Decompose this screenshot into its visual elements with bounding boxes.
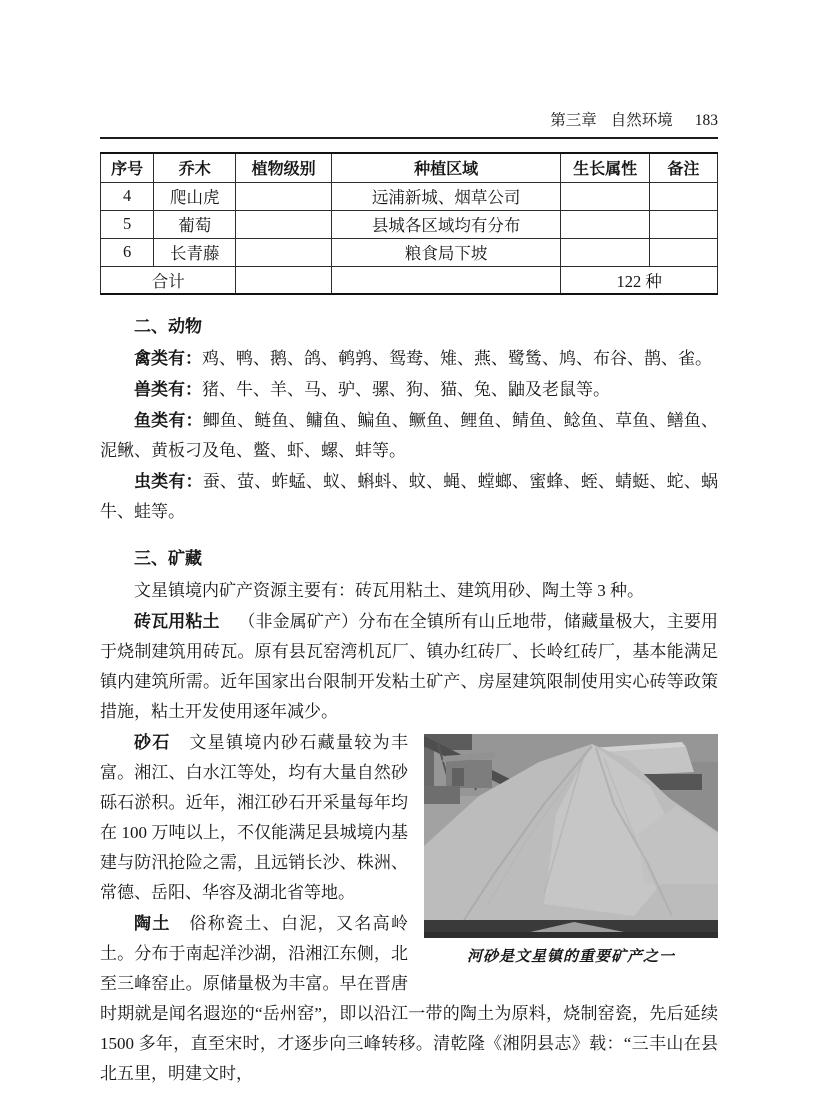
cell-area: 粮食局下坡 — [331, 238, 561, 266]
col-header-tree: 乔木 — [154, 153, 236, 182]
col-header-area: 种植区域 — [331, 153, 561, 182]
cell-note — [649, 182, 717, 210]
fowl-lead: 禽类有： — [134, 349, 202, 368]
minerals-intro-paragraph: 文星镇境内矿产资源主要有：砖瓦用粘土、建筑用砂、陶土等 3 种。 — [134, 581, 644, 600]
table-total-row — [101, 266, 718, 294]
table-row — [101, 182, 718, 210]
beast-paragraph — [100, 375, 718, 405]
clay-paragraph — [100, 607, 718, 727]
clay-lead: 砖瓦用粘土 — [134, 612, 220, 631]
section-name: 自然环境 — [610, 112, 673, 129]
col-header-no: 序号 — [101, 153, 154, 182]
page-number: 183 — [694, 112, 718, 129]
total-label: 合计 — [101, 266, 236, 294]
total-blank-level — [236, 266, 331, 294]
plants-table — [100, 152, 718, 295]
table-header-row — [101, 153, 718, 182]
cell-no: 4 — [101, 182, 154, 210]
fish-paragraph — [100, 406, 718, 466]
total-blank-area — [331, 266, 561, 294]
insect-paragraph — [100, 467, 718, 527]
running-head — [100, 108, 718, 139]
cell-tree: 长青藤 — [154, 238, 236, 266]
pottery-text: 俗称瓷土、白泥，又名高岭土。分布于南起洋沙湖，沿湘江东侧，北至三峰窑止。原储量极为丰富。早在晋唐时期就是闻名遐迩的“岳州窑”，即以沿江一带的陶土为原料，烧制窑瓷，先后延续 1500 多年，直至宋时，才逐步向三峰转移。清乾隆《湘阴县志》载：“三丰山在县北五里，明建文时， — [100, 914, 718, 1083]
minerals-section-title: 三、矿藏 — [134, 549, 202, 568]
insect-text: 蚕、萤、蚱蜢、蚁、蝌蚪、蚊、蝇、螳螂、蜜蜂、蛭、蜻蜓、蛇、蜗牛、蛙等。 — [100, 472, 719, 521]
cell-note — [649, 238, 717, 266]
insect-lead: 虫类有： — [134, 472, 203, 491]
beast-lead: 兽类有： — [134, 380, 202, 399]
cell-no: 6 — [101, 238, 154, 266]
col-header-level: 植物级别 — [236, 153, 331, 182]
fish-lead: 鱼类有： — [134, 411, 203, 430]
beast-text: 猪、牛、羊、马、驴、骡、狗、猫、兔、鼬及老鼠等。 — [202, 380, 610, 399]
cell-level — [236, 182, 331, 210]
river-sand-photo-figure — [424, 734, 718, 966]
col-header-growth: 生长属性 — [561, 153, 649, 182]
animals-section-title: 二、动物 — [134, 317, 202, 336]
col-header-note: 备注 — [649, 153, 717, 182]
cell-level — [236, 238, 331, 266]
table-row — [101, 210, 718, 238]
cell-growth — [561, 210, 649, 238]
fowl-text: 鸡、鸭、鹅、鸽、鹌鹑、鸳鸯、雉、燕、鹭鸶、鸠、布谷、鹊、雀。 — [202, 349, 712, 368]
minerals-flow — [100, 728, 718, 1090]
cell-growth — [561, 238, 649, 266]
cell-area: 远浦新城、烟草公司 — [331, 182, 561, 210]
cell-tree: 爬山虎 — [154, 182, 236, 210]
photo-caption: 河砂是文星镇的重要矿产之一 — [466, 949, 675, 965]
chapter-title: 第三章 — [550, 112, 597, 129]
cell-level — [236, 210, 331, 238]
cell-note — [649, 210, 717, 238]
cell-area: 县城各区域均有分布 — [331, 210, 561, 238]
river-sand-photo — [424, 734, 718, 938]
fowl-paragraph — [100, 344, 718, 374]
cell-tree: 葡萄 — [154, 210, 236, 238]
sand-text: 文星镇境内砂石藏量较为丰富。湘江、白水江等处，均有大量自然砂砾石淤积。近年，湘江砂石开采量每年均在 100 万吨以上，不仅能满足县城境内基建与防汛抢险之需，且远销长沙、株洲、常德、岳阳、华容及湖北省等地。 — [100, 733, 409, 902]
pottery-lead: 陶土 — [134, 914, 171, 933]
cell-no: 5 — [101, 210, 154, 238]
clay-text: （非金属矿产）分布在全镇所有山丘地带，储藏量极大，主要用于烧制建筑用砖瓦。原有县瓦窑湾机瓦厂、镇办红砖厂、长岭红砖厂，基本能满足镇内建筑所需。近年国家出台限制开发粘土矿产、房屋建筑限制使用实心砖等政策措施，粘土开发使用逐年减少。 — [100, 612, 719, 721]
table-row — [101, 238, 718, 266]
sand-lead: 砂石 — [134, 733, 171, 752]
fish-text: 鲫鱼、鲢鱼、鳙鱼、鳊鱼、鳜鱼、鲤鱼、鲭鱼、鲶鱼、草鱼、鳝鱼、泥鳅、黄板刁及龟、鳖、虾、螺、蚌等。 — [100, 411, 719, 460]
cell-growth — [561, 182, 649, 210]
total-value: 122 种 — [561, 266, 718, 294]
